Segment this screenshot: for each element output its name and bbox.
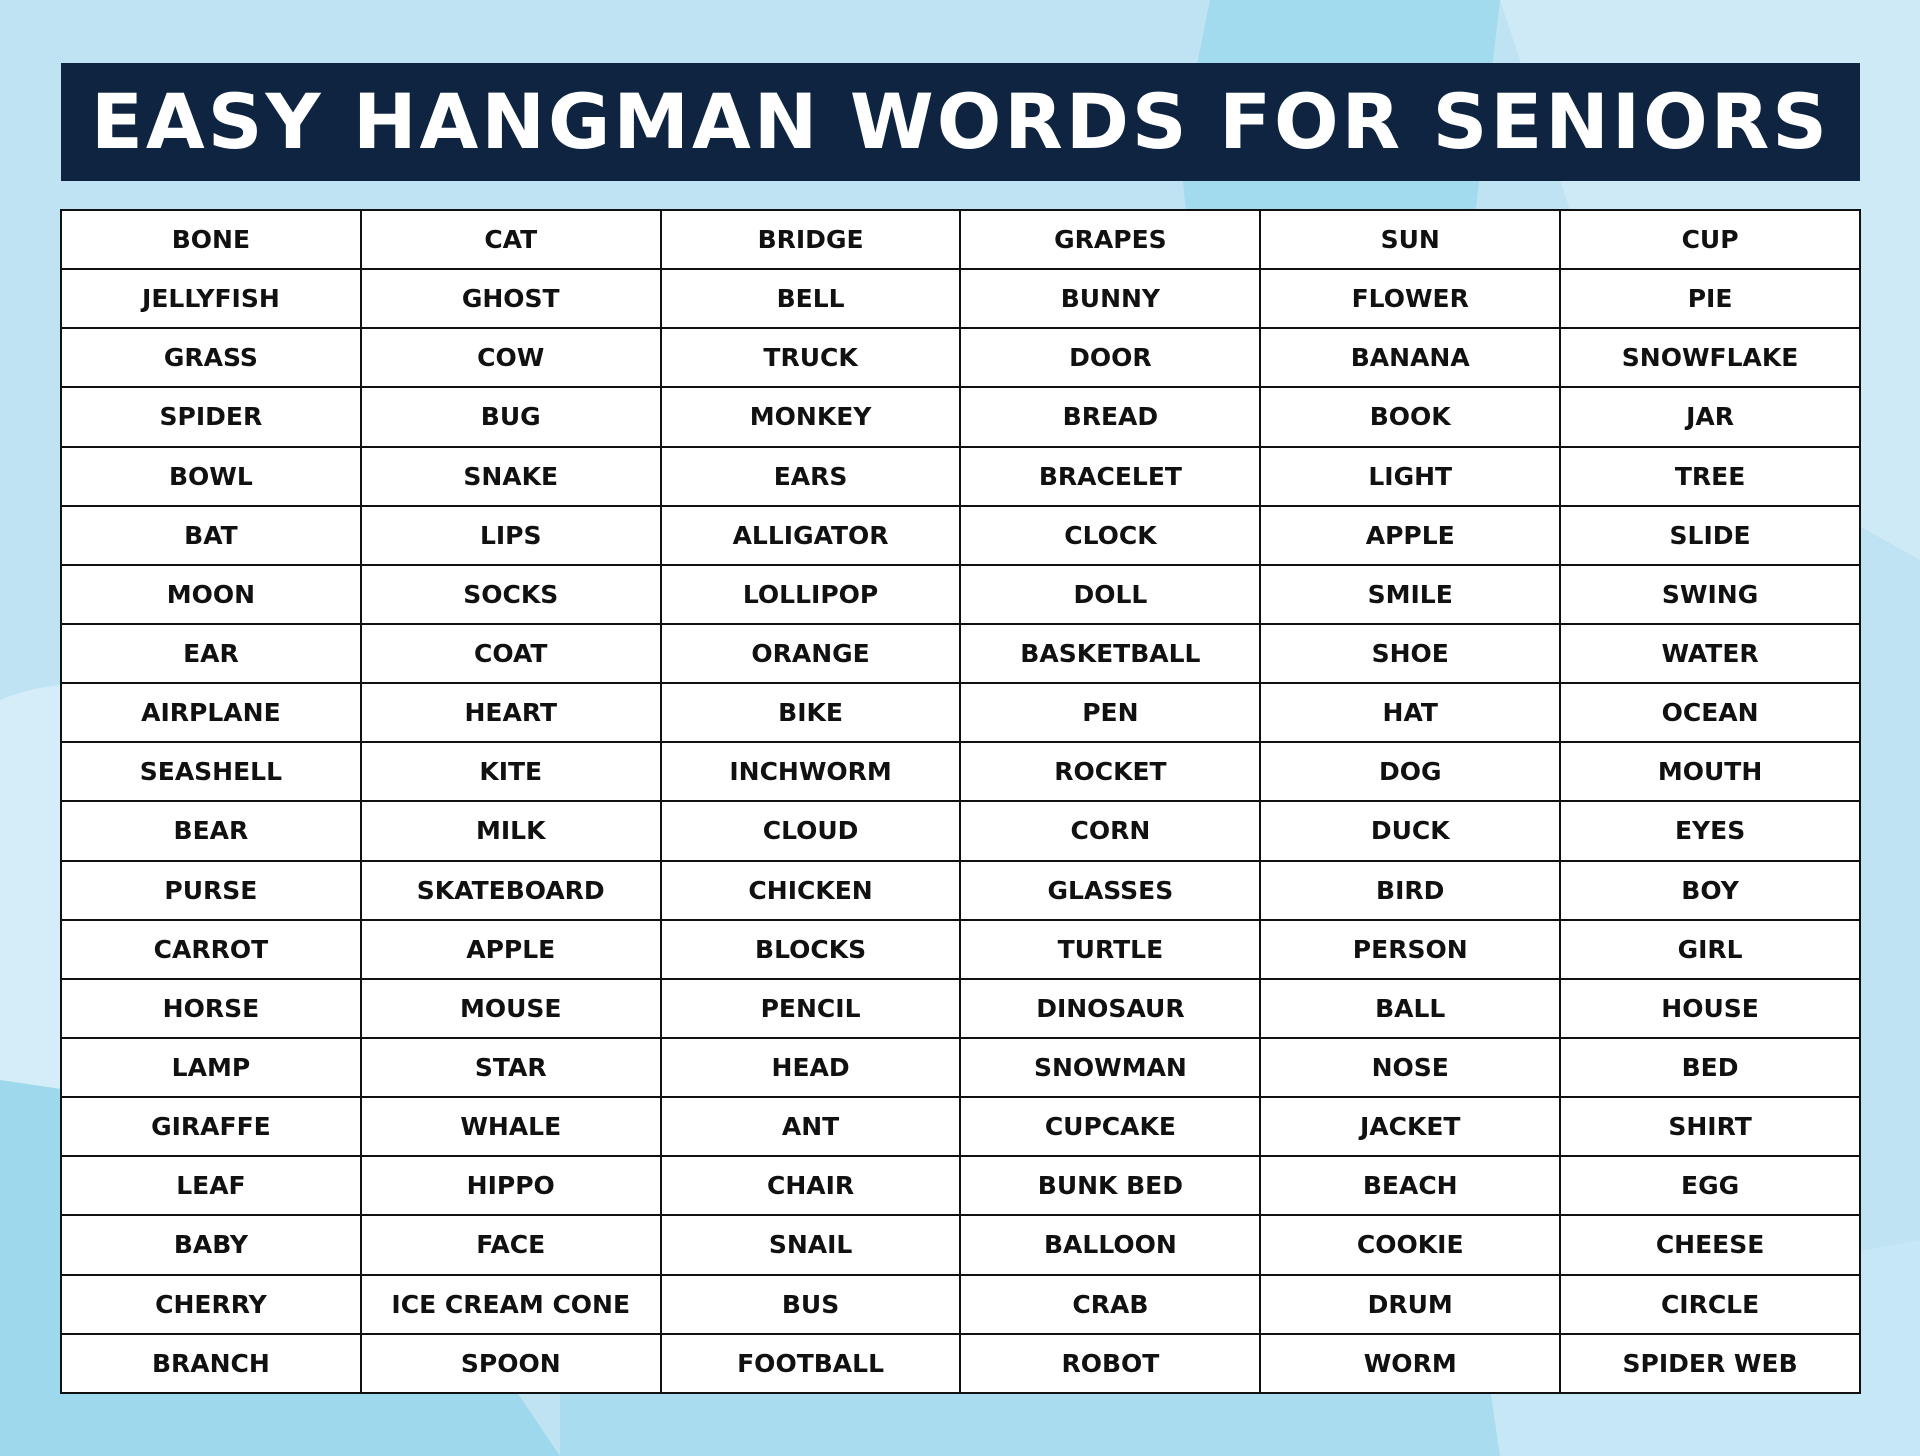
word-cell: BRANCH [61, 1334, 361, 1393]
word-cell: SPOON [361, 1334, 661, 1393]
word-cell: CIRCLE [1560, 1275, 1860, 1334]
word-cell: BED [1560, 1038, 1860, 1097]
word-cell: BALL [1260, 979, 1560, 1038]
word-cell: HIPPO [361, 1156, 661, 1215]
word-cell: DOLL [960, 565, 1260, 624]
word-cell: BREAD [960, 387, 1260, 446]
word-cell: SUN [1260, 210, 1560, 269]
table-row [61, 683, 1860, 742]
word-cell: ROBOT [960, 1334, 1260, 1393]
word-cell: CHAIR [661, 1156, 961, 1215]
word-cell: PURSE [61, 861, 361, 920]
word-cell: MILK [361, 801, 661, 860]
word-cell: BUG [361, 387, 661, 446]
word-cell: SKATEBOARD [361, 861, 661, 920]
word-table [60, 209, 1861, 1394]
word-cell: MONKEY [661, 387, 961, 446]
word-cell: APPLE [1260, 506, 1560, 565]
word-table-body [61, 210, 1860, 1393]
word-cell: COOKIE [1260, 1215, 1560, 1274]
word-cell: FOOTBALL [661, 1334, 961, 1393]
word-cell: EARS [661, 447, 961, 506]
word-cell: GHOST [361, 269, 661, 328]
word-cell: SNOWFLAKE [1560, 328, 1860, 387]
word-cell: LOLLIPOP [661, 565, 961, 624]
word-cell: SLIDE [1560, 506, 1860, 565]
word-cell: HAT [1260, 683, 1560, 742]
word-cell: TRUCK [661, 328, 961, 387]
table-row [61, 447, 1860, 506]
word-cell: ORANGE [661, 624, 961, 683]
word-cell: BUNK BED [960, 1156, 1260, 1215]
table-row [61, 742, 1860, 801]
word-cell: PEN [960, 683, 1260, 742]
word-cell: HEART [361, 683, 661, 742]
word-cell: CORN [960, 801, 1260, 860]
word-cell: BLOCKS [661, 920, 961, 979]
word-cell: MOUSE [361, 979, 661, 1038]
word-cell: LAMP [61, 1038, 361, 1097]
word-cell: INCHWORM [661, 742, 961, 801]
word-cell: JAR [1560, 387, 1860, 446]
table-row [61, 979, 1860, 1038]
word-cell: KITE [361, 742, 661, 801]
table-row [61, 1334, 1860, 1393]
word-cell: OCEAN [1560, 683, 1860, 742]
word-cell: DUCK [1260, 801, 1560, 860]
word-cell: CLOUD [661, 801, 961, 860]
word-cell: CRAB [960, 1275, 1260, 1334]
table-row [61, 1215, 1860, 1274]
table-row [61, 210, 1860, 269]
table-row [61, 506, 1860, 565]
word-cell: WORM [1260, 1334, 1560, 1393]
word-cell: EYES [1560, 801, 1860, 860]
word-cell: FACE [361, 1215, 661, 1274]
word-cell: SMILE [1260, 565, 1560, 624]
word-cell: BONE [61, 210, 361, 269]
word-cell: SNAKE [361, 447, 661, 506]
table-row [61, 920, 1860, 979]
word-cell: DOG [1260, 742, 1560, 801]
word-cell: DRUM [1260, 1275, 1560, 1334]
word-cell: BABY [61, 1215, 361, 1274]
word-cell: MOON [61, 565, 361, 624]
word-cell: LIPS [361, 506, 661, 565]
word-cell: BANANA [1260, 328, 1560, 387]
word-cell: ROCKET [960, 742, 1260, 801]
word-cell: BRACELET [960, 447, 1260, 506]
word-cell: BELL [661, 269, 961, 328]
word-cell: CARROT [61, 920, 361, 979]
word-cell: PENCIL [661, 979, 961, 1038]
word-cell: JACKET [1260, 1097, 1560, 1156]
word-cell: SNAIL [661, 1215, 961, 1274]
word-cell: PERSON [1260, 920, 1560, 979]
word-cell: BIRD [1260, 861, 1560, 920]
word-cell: SNOWMAN [960, 1038, 1260, 1097]
page-title: EASY HANGMAN WORDS FOR SENIORS [90, 77, 1831, 166]
word-cell: BRIDGE [661, 210, 961, 269]
table-row [61, 1275, 1860, 1334]
word-cell: CHEESE [1560, 1215, 1860, 1274]
word-cell: CHICKEN [661, 861, 961, 920]
word-cell: CHERRY [61, 1275, 361, 1334]
table-row [61, 801, 1860, 860]
word-cell: HORSE [61, 979, 361, 1038]
word-cell: GIRL [1560, 920, 1860, 979]
word-cell: BIKE [661, 683, 961, 742]
word-cell: JELLYFISH [61, 269, 361, 328]
word-cell: BOOK [1260, 387, 1560, 446]
word-cell: SOCKS [361, 565, 661, 624]
word-cell: SPIDER WEB [1560, 1334, 1860, 1393]
word-cell: GIRAFFE [61, 1097, 361, 1156]
word-cell: BASKETBALL [960, 624, 1260, 683]
table-row [61, 328, 1860, 387]
word-cell: COAT [361, 624, 661, 683]
word-cell: GRASS [61, 328, 361, 387]
word-cell: SHOE [1260, 624, 1560, 683]
word-cell: ANT [661, 1097, 961, 1156]
title-banner [61, 63, 1860, 181]
word-cell: CLOCK [960, 506, 1260, 565]
word-cell: APPLE [361, 920, 661, 979]
word-cell: TURTLE [960, 920, 1260, 979]
word-cell: MOUTH [1560, 742, 1860, 801]
word-cell: SWING [1560, 565, 1860, 624]
word-cell: COW [361, 328, 661, 387]
word-cell: WHALE [361, 1097, 661, 1156]
word-cell: DINOSAUR [960, 979, 1260, 1038]
word-cell: BAT [61, 506, 361, 565]
table-row [61, 861, 1860, 920]
word-cell: SPIDER [61, 387, 361, 446]
word-cell: BALLOON [960, 1215, 1260, 1274]
word-cell: GLASSES [960, 861, 1260, 920]
word-cell: SHIRT [1560, 1097, 1860, 1156]
word-cell: EAR [61, 624, 361, 683]
word-cell: LIGHT [1260, 447, 1560, 506]
table-row [61, 624, 1860, 683]
word-cell: DOOR [960, 328, 1260, 387]
word-cell: WATER [1560, 624, 1860, 683]
word-cell: HEAD [661, 1038, 961, 1097]
word-cell: BUNNY [960, 269, 1260, 328]
word-cell: AIRPLANE [61, 683, 361, 742]
word-cell: EGG [1560, 1156, 1860, 1215]
word-cell: HOUSE [1560, 979, 1860, 1038]
word-cell: CUPCAKE [960, 1097, 1260, 1156]
table-row [61, 1097, 1860, 1156]
word-cell: BOWL [61, 447, 361, 506]
table-row [61, 565, 1860, 624]
word-cell: PIE [1560, 269, 1860, 328]
word-cell: CUP [1560, 210, 1860, 269]
word-cell: GRAPES [960, 210, 1260, 269]
table-row [61, 1156, 1860, 1215]
word-cell: BOY [1560, 861, 1860, 920]
table-row [61, 387, 1860, 446]
word-cell: STAR [361, 1038, 661, 1097]
table-row [61, 1038, 1860, 1097]
word-cell: SEASHELL [61, 742, 361, 801]
word-cell: LEAF [61, 1156, 361, 1215]
word-cell: NOSE [1260, 1038, 1560, 1097]
word-cell: ALLIGATOR [661, 506, 961, 565]
word-cell: BUS [661, 1275, 961, 1334]
word-cell: ICE CREAM CONE [361, 1275, 661, 1334]
word-cell: TREE [1560, 447, 1860, 506]
table-row [61, 269, 1860, 328]
word-cell: BEAR [61, 801, 361, 860]
word-cell: FLOWER [1260, 269, 1560, 328]
word-cell: CAT [361, 210, 661, 269]
word-cell: BEACH [1260, 1156, 1560, 1215]
